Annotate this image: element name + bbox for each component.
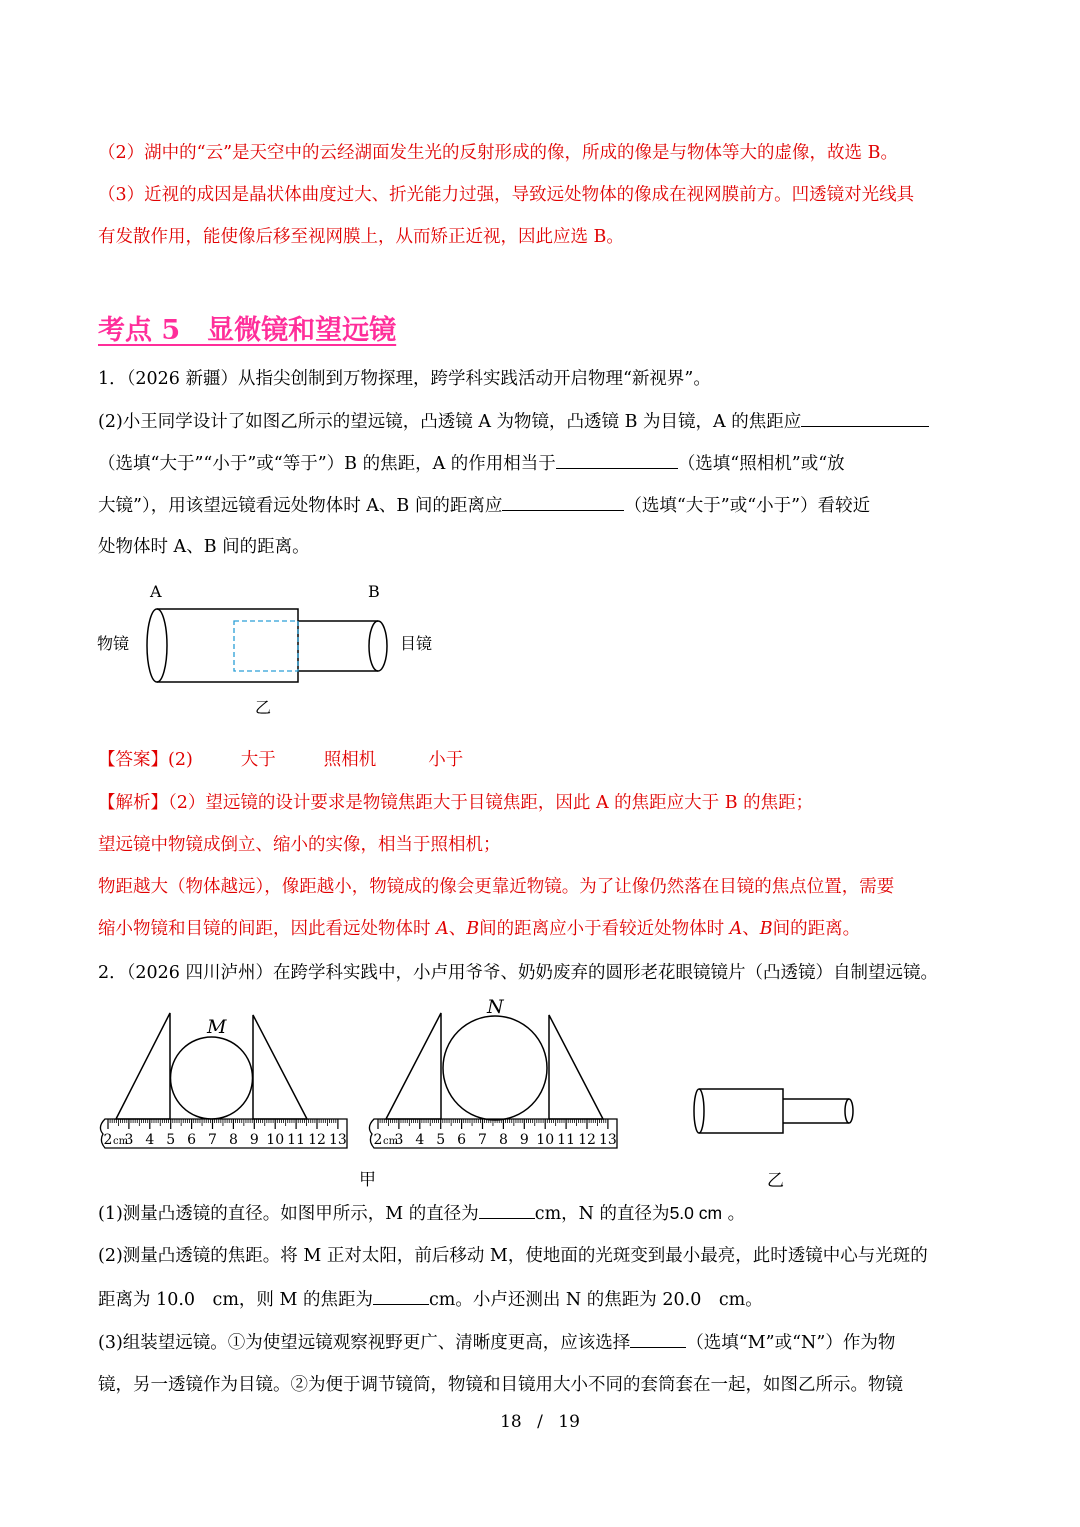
analysis-line-3-cont: 有发散作用，能使像后移至视网膜上，从而矫正近视，因此应选 B。 <box>98 227 624 247</box>
lens-n <box>443 1016 547 1120</box>
analysis-text: 缩小物镜和目镜的间距，因此看远处物体时 <box>98 919 437 939</box>
q1-text: （选填“大于”“小于”或“等于”）B 的焦距，A 的作用相当于 <box>98 454 556 474</box>
answer-tag: 【答案】 <box>98 750 168 770</box>
q2-text: （选填“M”或“N”）作为物 <box>686 1333 896 1353</box>
q1-analysis-line3: 物距越大（物体越远），像距越小，物镜成的像会更靠近物镜。为了让像仍然落在目镜的焦点位置，需要 <box>98 877 895 897</box>
q1-answer <box>98 747 988 773</box>
page-total: 19 <box>558 1412 580 1432</box>
q2-part1 <box>98 1200 988 1227</box>
inner-tube-end <box>845 1099 853 1123</box>
telescope-figure-yi <box>685 1080 865 1192</box>
page-separator: / <box>537 1412 543 1432</box>
ruler-tick-label: 11 <box>287 1132 306 1148</box>
ruler-tick-label: 12 <box>578 1132 596 1148</box>
outer-tube-end <box>694 1089 704 1133</box>
q1-part2-line1 <box>98 408 988 435</box>
q1-text: （选填“大于”或“小于”）看较近 <box>624 496 871 516</box>
answer-blank[interactable] <box>801 408 929 427</box>
ruler-tick-label: 2 <box>103 1132 113 1148</box>
q2-text: cm，N 的直径为 <box>534 1204 670 1224</box>
analysis-text: （2）望远镜的设计要求是物镜焦距大于目镜焦距，因此 A 的焦距应大于 B 的焦距； <box>168 793 814 813</box>
q1-part2-line4: 处物体时 A、B 间的距离。 <box>98 537 310 557</box>
outer-tube <box>699 1089 783 1133</box>
q2-text: 距离为 10.0 cm，则 M 的焦距为 <box>98 1290 373 1310</box>
label-objective: 物镜 <box>97 634 130 653</box>
analysis-var: B <box>759 919 773 939</box>
q1-part2-line3 <box>98 492 988 519</box>
label-a: A <box>150 582 162 601</box>
q2-part2-line1: (2)测量凸透镜的焦距。将 M 正对太阳，前后移动 M，使地面的光斑变到最小最亮，此时透镜中心与光斑的 <box>98 1246 928 1266</box>
q1-text: (2)小王同学设计了如图乙所示的望远镜，凸透镜 A 为物镜，凸透镜 B 为目镜，A 的焦距应 <box>98 412 802 432</box>
analysis-sep: 、 <box>448 919 467 939</box>
ruler-tick-label: 8 <box>498 1132 508 1148</box>
ruler-unit-label: cm <box>383 1136 399 1147</box>
q2-text: (3)组装望远镜。①为使望远镜观察视野更广、清晰度更高，应该选择 <box>98 1333 631 1353</box>
inner-tube <box>783 1099 849 1123</box>
ruler-tick-label: 10 <box>536 1132 555 1148</box>
answer-value-3: 小于 <box>428 750 464 770</box>
ruler-tick-label: 8 <box>228 1132 238 1148</box>
ruler-tick-label: 7 <box>478 1132 487 1148</box>
figure-caption: 乙 <box>255 698 272 717</box>
ruler-tick-label: 6 <box>187 1132 197 1148</box>
analysis-var: A <box>729 919 743 939</box>
answer-blank[interactable] <box>502 492 624 511</box>
answer-blank[interactable] <box>373 1286 429 1305</box>
q1-analysis-line4 <box>98 916 988 942</box>
answer-blank[interactable] <box>630 1329 686 1348</box>
q2-text: 。 <box>722 1204 746 1224</box>
page-number <box>0 1412 1080 1432</box>
ruler-tick-label: 13 <box>598 1132 617 1148</box>
analysis-line-3: （3）近视的成因是晶状体曲度过大、折光能力过强，导致远处物体的像成在视网膜前方。凹透镜对光线具 <box>98 185 915 205</box>
eyepiece-tube <box>298 621 378 671</box>
analysis-text: 间的距离应小于看较近处物体时 <box>479 919 730 939</box>
ruler-tick-label: 4 <box>415 1132 425 1148</box>
answer-blank[interactable] <box>479 1200 535 1219</box>
ruler-tick-label: 5 <box>166 1132 176 1148</box>
telescope-figure <box>95 575 455 725</box>
answer-value-2: 照相机 <box>323 750 377 770</box>
q2-text: (1)测量凸透镜的直径。如图甲所示，M 的直径为 <box>98 1204 479 1224</box>
analysis-tag: 【解析】 <box>98 793 168 813</box>
ruler-tick-label: 3 <box>394 1132 404 1148</box>
q1-stem: 1．（2026 新疆）从指尖创制到万物探理，跨学科实践活动开启物理“新视界”。 <box>98 369 711 389</box>
ruler-tick-label: 9 <box>249 1132 259 1148</box>
lens-m <box>171 1037 253 1119</box>
ruler-tick-label: 11 <box>557 1132 576 1148</box>
figure-caption-yi: 乙 <box>767 1171 784 1191</box>
figure-caption-jia: 甲 <box>359 1170 376 1190</box>
ruler-tick-label: 13 <box>328 1132 347 1148</box>
measure-figure-jia <box>95 995 635 1195</box>
ruler-tick-label: 2 <box>373 1132 383 1148</box>
section-title: 考点 5 显微镜和望远镜 <box>98 315 397 346</box>
analysis-var: A <box>436 919 449 939</box>
objective-lens <box>147 609 167 682</box>
ruler-tick-label: 7 <box>208 1132 217 1148</box>
q1-analysis-line2: 望远镜中物镜成倒立、缩小的实像，相当于照相机； <box>98 835 501 855</box>
q2-part2-line2 <box>98 1286 988 1313</box>
page-current: 18 <box>500 1412 522 1432</box>
q1-text: （选填“照相机”或“放 <box>677 454 845 474</box>
label-b: B <box>368 582 380 601</box>
ruler-tick-label: 12 <box>308 1132 326 1148</box>
q2-stem: 2．（2026 四川泸州）在跨学科实践中，小卢用爷爷、奶奶废弃的圆形老花眼镜镜片（凸透镜）自制望远镜。 <box>98 963 938 983</box>
label-m: M <box>207 1016 227 1038</box>
ruler-unit-label: cm <box>113 1136 129 1147</box>
ruler-tick-label: 10 <box>266 1132 285 1148</box>
analysis-var: B <box>466 919 480 939</box>
ruler-ticks <box>374 1119 617 1148</box>
q2-part3-line2: 镜，另一透镜作为目镜。②为便于调节镜筒，物镜和目镜用大小不同的套筒套在一起，如图乙所示。物镜 <box>98 1375 903 1395</box>
label-eyepiece: 目镜 <box>400 634 433 653</box>
ruler-tick-label: 6 <box>457 1132 467 1148</box>
analysis-line-2: （2）湖中的“云”是天空中的云经湖面发生光的反射形成的像，所成的像是与物体等大的虚像，故选 B。 <box>98 143 898 163</box>
ruler-tick-label: 4 <box>145 1132 155 1148</box>
ruler-tick-label: 9 <box>519 1132 529 1148</box>
q1-analysis-line1 <box>98 790 988 816</box>
set-square-right <box>549 1015 603 1119</box>
ruler-right <box>369 996 617 1148</box>
ruler-tick-label: 5 <box>436 1132 446 1148</box>
answer-part: (2) <box>168 750 193 770</box>
set-square-left <box>116 1013 170 1119</box>
q1-part2-line2 <box>98 450 988 477</box>
eyepiece-lens <box>369 621 387 671</box>
set-square-left <box>386 1013 441 1119</box>
analysis-sep: 、 <box>742 919 760 939</box>
inner-tube-dashed <box>234 621 298 671</box>
set-square-right <box>253 1015 307 1119</box>
q2-text: cm。小卢还测出 N 的焦距为 20.0 cm。 <box>428 1290 763 1310</box>
label-n: N <box>487 996 504 1018</box>
ruler-tick-label: 3 <box>124 1132 134 1148</box>
q2-part3-line1 <box>98 1329 988 1356</box>
ruler-left <box>100 1013 347 1148</box>
ruler-ticks <box>104 1119 347 1148</box>
answer-blank[interactable] <box>556 450 678 469</box>
q1-text: 大镜”），用该望远镜看远处物体时 A、B 间的距离应 <box>98 496 503 516</box>
n-diameter-value: 5.0 cm <box>669 1203 723 1223</box>
objective-tube <box>157 609 298 682</box>
answer-value-1: 大于 <box>240 750 276 770</box>
analysis-text: 间的距离。 <box>772 919 861 939</box>
